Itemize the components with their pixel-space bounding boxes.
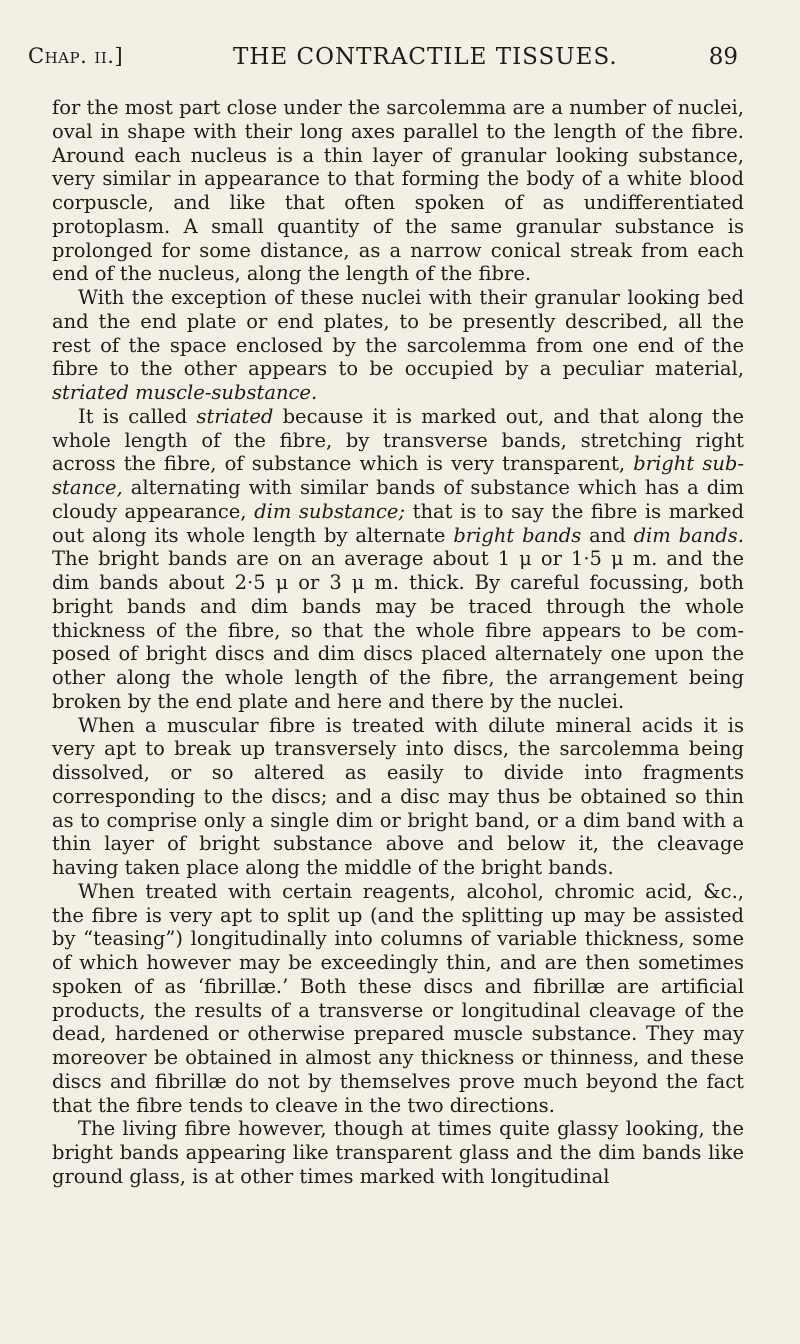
italic-text: bright bands — [453, 523, 582, 547]
text-run: The bright bands are on an average about 1 μ or 1·5 μ m. and the dim bands about 2·5 μ or 3 μ m. thick. By careful focussing, both bright bands and dim bands may be traced through the whole thickness of the fibre, so that the whole fibre appears to be composed of bright discs and dim discs placed alternately one upon the other along the whole length of the fibre, the arrangement being broken by the end plate and here and there by the nuclei. — [52, 547, 744, 713]
text-run: and — [581, 523, 634, 547]
paragraph — [52, 286, 744, 405]
text-run: alternating with similar bands of substance which has a dim cloudy appearance, — [52, 476, 744, 523]
body-text — [52, 96, 744, 1189]
text-run: The living fibre however, though at times quite glassy looking, the bright bands appearing like transparent glass and the dim bands like ground glass, is at other times marked with longitudinal — [52, 1117, 744, 1188]
text-run: When treated with certain reagents, alcohol, chromic acid, &c., the fibre is very apt to split up (and the splitting up may be assisted by “teasing”) longitudinally into columns of variable thickness, some of which however may be exceedingly thin, and are then sometimes spoken of as ‘fibrillæ.’ Both these discs and fibrillæ are artificial products, the results of a transverse or longitudinal cleavage of the dead, hardened or otherwise prepared muscle substance. They may moreover be obtained in almost any thickness or thinness, and these discs and fibrillæ do not by themselves prove much beyond the fact that the fibre tends to cleave in the two directions. — [52, 879, 744, 1117]
chapter-label: Chap. ii.] — [28, 44, 124, 68]
italic-text: dim bands. — [633, 523, 744, 547]
italic-text: striated — [196, 404, 274, 428]
paragraph — [52, 405, 744, 714]
text-run: With the exception of these nuclei with their granular looking bed and the end plate or end plates, to be presently described, all the rest of the space enclosed by the sarcolemma from one end of the fibre to the other appears to be occupied by a peculiar material, — [52, 286, 744, 381]
text-run: that is to say the fibre is marked out along its whole length by alternate — [52, 499, 744, 547]
page-number: 89 — [708, 44, 738, 70]
text-run: for the most part close under the sarcolemma are a number of nuclei, oval in shape with their long axes parallel to the length of the fibre. Around each nucleus is a thin layer of granular looking substance, very similar in appearance to that forming the body of a white blood corpuscle, and like that often spoken of as undifferentiated protoplasm. A small quantity of the same granular substance is prolonged for some distance, as a narrow conical streak from each end of the nucleus, along the length of the fibre. — [52, 96, 744, 286]
text-run: because it is marked out, and that along the whole length of the fibre, by transverse bands, stretching right across the fibre, of substance which is very transparent, — [52, 404, 744, 476]
text-run: It is called — [78, 404, 197, 428]
text-run: When a muscular fibre is treated with dilute mineral acids it is very apt to break up transversely into discs, the sarcolemma being dissolved, or so altered as easily to divide into fragments corresponding to the discs; and a disc may thus be obtained so thin as to comprise only a single dim or bright band, or a dim band with a thin layer of bright substance above and below it, the cleavage having taken place along the middle of the bright bands. — [52, 713, 744, 879]
paragraph — [52, 1117, 744, 1188]
italic-text: dim substance; — [254, 499, 406, 523]
running-title: THE CONTRACTILE TISSUES. — [233, 44, 618, 70]
italic-text: bright substance, — [52, 452, 745, 499]
paragraph — [52, 96, 744, 286]
running-header — [28, 44, 738, 78]
paragraph — [52, 714, 744, 880]
paragraph — [52, 880, 744, 1118]
italic-text: striated muscle-substance. — [52, 381, 318, 404]
